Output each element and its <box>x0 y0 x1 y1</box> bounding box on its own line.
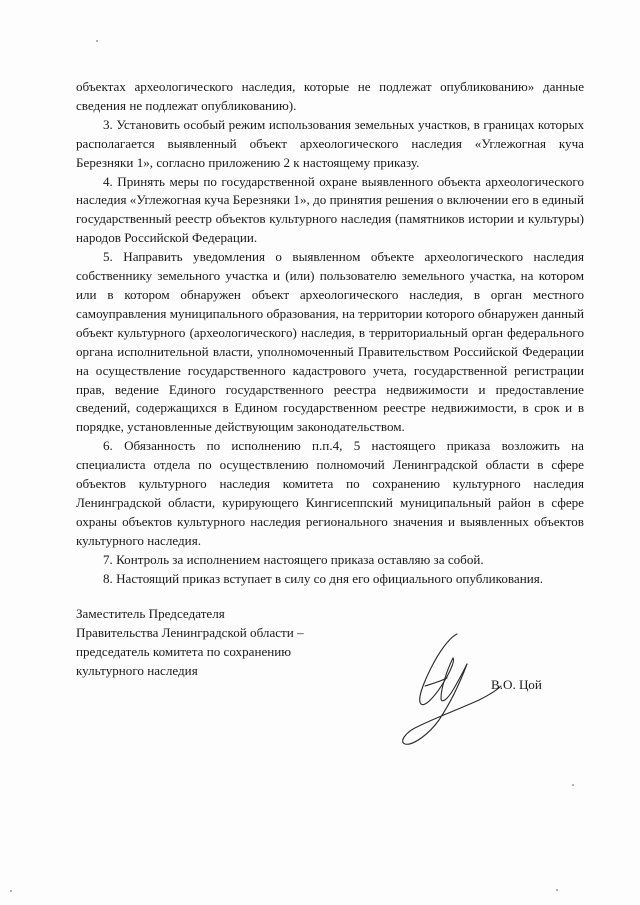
document-body <box>76 78 584 588</box>
paragraph-item-4: 4. Принять меры по государственной охране выявленного объекта археологического наследия «Углежогная куча Березняки 1», до принятия решения о включении его в единый государственный реестр объектов культурного наследия (памятников истории и культуры) народов Российской Федерации. <box>76 173 584 246</box>
paragraph-continuation: объектах археологического наследия, которые не подлежат опубликованию» данные сведения не подлежат опубликованию). <box>76 79 584 113</box>
signatory-name: В.О. Цой <box>491 677 542 692</box>
handwritten-signature <box>395 630 505 750</box>
paragraph-item-8: 8. Настоящий приказ вступает в силу со дня его официального опубликования. <box>103 570 544 586</box>
paragraph-item-5: 5. Направить уведомления о выявленном объекте археологического наследия собственнику земельного участка и (или) пользователю земельного участка, на котором или в котором обнаружен объект археологического наследия, в орган местного самоуправления муниципального образования, на территории которого обнаружен данный объект культурного (археологического) наследия, в территориальный орган федерального органа исполнительной власти, уполномоченный Правительством Российской Федерации на осуществление государственного кадастрового учета, государственной регистрации прав, ведение Единого государственного реестра недвижимости и предоставление сведений, содержащихся в Едином государственном реестре недвижимости, в срок и в порядке, установленные действующим законодательством. <box>76 249 584 435</box>
paragraph-item-7: 7. Контроль за исполнением настоящего приказа оставляю за собой. <box>103 551 484 567</box>
scan-speck <box>96 40 98 42</box>
signatory-title-line: председатель комитета по сохранению <box>76 643 292 659</box>
scan-speck <box>556 889 558 891</box>
signatory-title-line: культурного наследия <box>76 662 198 678</box>
paragraph-item-6: 6. Обязанность по исполнению п.п.4, 5 настоящего приказа возложить на специалиста отдела по осуществлению полномочий Ленинградской области в сфере объектов культурного наследия комитета по сохранению культурного наследия Ленинградской области, курирующего Кингисеппский муниципальный район в сфере охраны объектов культурного наследия регионального значения и выявленных объектов культурного наследия. <box>76 438 584 548</box>
signatory-title <box>76 605 304 681</box>
scan-speck <box>572 784 574 786</box>
signatory-title-line: Заместитель Председателя <box>76 606 225 621</box>
scan-speck <box>10 890 12 892</box>
signatory-title-line: Правительства Ленинградской области – <box>76 624 304 640</box>
paragraph-item-3: 3. Установить особый режим использования земельных участков, в границах которых располагается выявленный объект археологического наследия «Углежогная куча Березняки 1», согласно приложению 2 к настоящему приказу. <box>76 116 584 170</box>
